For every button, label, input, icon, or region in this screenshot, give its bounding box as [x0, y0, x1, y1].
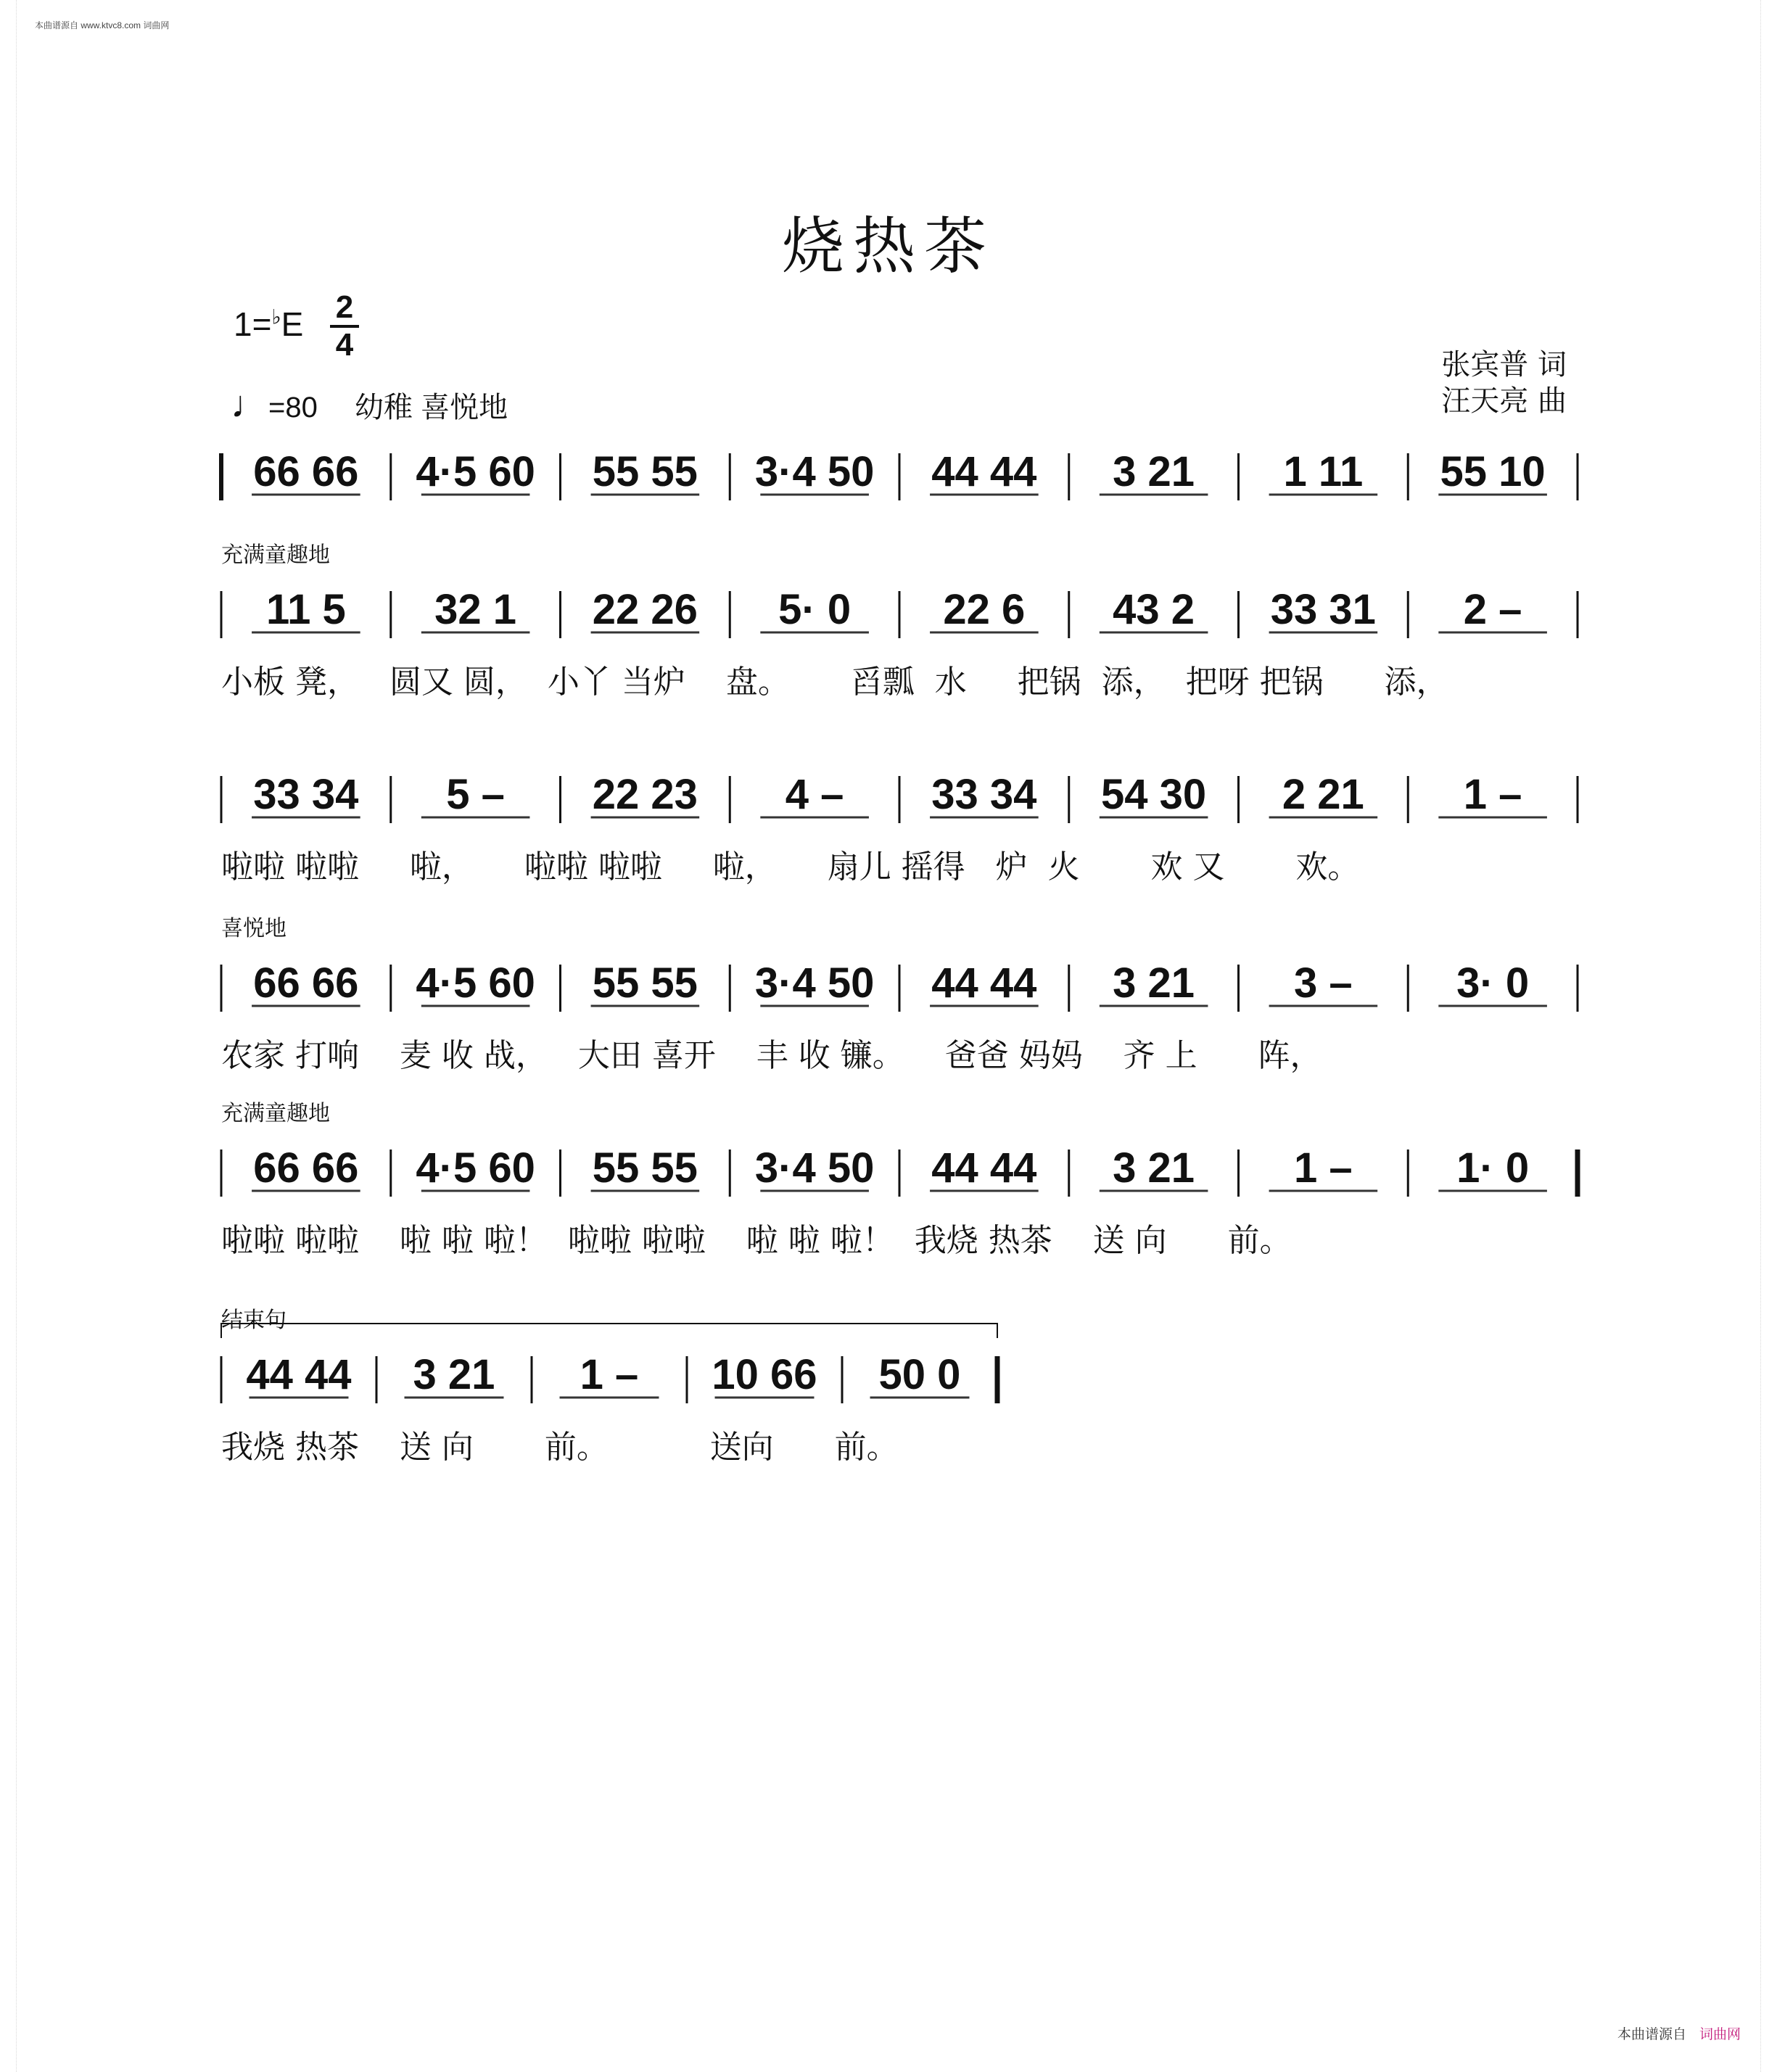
measure-notes: 54 30 — [1101, 771, 1207, 818]
measure-notes: 66 66 — [253, 959, 359, 1007]
footer-brand: 词曲网 — [1699, 2027, 1741, 2042]
measure-notes: 66 66 — [253, 1144, 359, 1192]
key-prefix: 1= — [234, 305, 272, 343]
measure-notes: 2 21 — [1282, 771, 1364, 818]
lyrics-line: 我烧 热茶 送 向 前。 送向 前。 — [221, 1429, 899, 1466]
lyrics-line: 啦啦 啦啦 啦 啦 啦！ 啦啦 啦啦 啦 啦 啦！ 我烧 热茶 送 向 前。 — [221, 1222, 1292, 1259]
measure-notes: 3 21 — [1113, 1144, 1195, 1192]
expression-text: 幼稚 喜悦地 — [354, 392, 508, 424]
measure-notes: 66 66 — [253, 448, 359, 495]
footer-prefix: 本曲谱源自 — [1617, 2027, 1686, 2042]
measure-notes: 3·4 50 — [754, 448, 875, 495]
measure-notes: 10 66 — [712, 1351, 817, 1398]
measure-notes: 33 34 — [931, 771, 1037, 818]
song-title: 烧热茶 — [782, 210, 995, 283]
measure-notes: 1 – — [1463, 771, 1522, 818]
measure-notes: 3·4 50 — [754, 1144, 875, 1192]
measure-notes: 32 1 — [434, 586, 517, 633]
flat-sign: ♭ — [271, 305, 281, 329]
measure-notes: 22 26 — [592, 586, 698, 633]
measure-notes: 1 – — [580, 1351, 639, 1398]
measure-notes: 4·5 60 — [416, 1144, 535, 1192]
measure-notes: 3·4 50 — [754, 959, 875, 1007]
lyrics-line: 农家 打响 麦 收 战， 大田 喜开 丰 收 镰。 爸爸 妈妈 齐 上 阵， — [221, 1037, 1322, 1074]
measure-notes: 55 55 — [592, 1144, 698, 1192]
measure-notes: 5 – — [446, 771, 505, 818]
measure-notes: 44 44 — [931, 1144, 1037, 1192]
measure-notes: 33 34 — [253, 771, 359, 818]
measure-notes: 2 – — [1463, 586, 1522, 633]
measure-notes: 3 21 — [1113, 448, 1195, 495]
measure-notes: 4·5 60 — [416, 959, 535, 1007]
lyrics-line: 啦啦 啦啦 啦， 啦啦 啦啦 啦， 扇儿 摇得 炉 火 欢 又 欢。 — [221, 849, 1360, 886]
measure-notes: 4 – — [785, 771, 844, 818]
measure-notes: 3 21 — [413, 1351, 495, 1398]
measure-notes: 1· 0 — [1456, 1144, 1530, 1192]
measure-notes: 4·5 60 — [416, 448, 535, 495]
lyricist-credit: 张宾普 词 — [1441, 348, 1567, 381]
measure-notes: 3 – — [1294, 959, 1353, 1007]
measure-notes: 44 44 — [931, 448, 1037, 495]
key-letter: E — [281, 305, 304, 343]
row-expression-label: 喜悦地 — [221, 916, 286, 941]
measure-notes: 44 44 — [246, 1351, 352, 1398]
row-expression-label: 充满童趣地 — [221, 542, 330, 568]
tempo-value: =80 — [268, 392, 318, 424]
measure-notes: 22 6 — [943, 586, 1026, 633]
quarter-note-icon: ♩ — [231, 384, 268, 426]
measure-notes: 3 21 — [1113, 959, 1195, 1007]
lyrics-line: 小板 凳， 圆又 圆， 小丫 当炉 盘。 舀瓢 水 把锅 添， 把呀 把锅 添， — [221, 664, 1448, 701]
measure-notes: 11 5 — [266, 586, 346, 633]
ending-bracket — [221, 1324, 997, 1338]
footer-source-note — [1617, 2023, 1741, 2043]
measure-notes: 5· 0 — [778, 586, 852, 633]
measure-notes: 1 11 — [1283, 448, 1364, 495]
measure-notes: 55 10 — [1440, 448, 1546, 495]
measure-notes: 33 31 — [1270, 586, 1376, 633]
measure-notes: 55 55 — [592, 959, 698, 1007]
time-denominator: 4 — [330, 325, 359, 363]
time-numerator: 2 — [335, 289, 354, 325]
header-source-note: 本曲谱源自 www.ktvc8.com 词曲网 — [35, 20, 170, 30]
measure-notes: 55 55 — [592, 448, 698, 495]
measure-notes: 22 23 — [592, 771, 698, 818]
row-expression-label: 结束句 — [221, 1308, 286, 1333]
measure-notes: 43 2 — [1113, 586, 1195, 633]
composer-credit: 汪天亮 曲 — [1441, 384, 1567, 418]
measure-notes: 50 0 — [878, 1351, 961, 1398]
measure-notes: 1 – — [1294, 1144, 1353, 1192]
row-expression-label: 充满童趣地 — [221, 1101, 330, 1126]
measure-notes: 44 44 — [931, 959, 1037, 1007]
measure-notes: 3· 0 — [1456, 959, 1530, 1007]
